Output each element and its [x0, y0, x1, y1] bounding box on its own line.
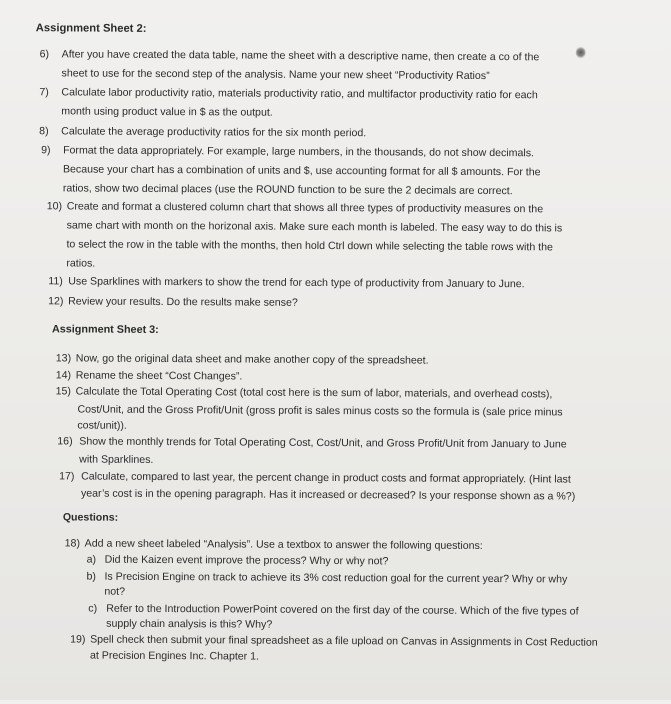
sub-item-line: not?	[104, 585, 126, 598]
item-line: sheet to use for the second step of the analysis. Name your new sheet “Productivity Ratios”	[61, 67, 490, 82]
sub-item-letter: a)	[86, 553, 97, 566]
item-number: 6)	[39, 48, 50, 61]
sheet3-heading: Assignment Sheet 3:	[51, 323, 159, 336]
item-line: Create and format a clustered column chart that shows all three types of productivity measures on the	[66, 200, 544, 216]
item-line: Spell check then submit your final spreadsheet as a file upload on Canvas in Assignments in Cost Reduction	[90, 633, 598, 649]
item-line: with Sparklines.	[79, 453, 154, 466]
item-line: cost/unit)).	[77, 419, 127, 432]
sheet2-heading: Assignment Sheet 2:	[35, 22, 147, 35]
item-line: Calculate labor productivity ratio, materials productivity ratio, and multifactor productivity ratio for each	[61, 86, 538, 102]
item-line: Format the data appropriately. For example, large numbers, in the thousands, do not show decimals.	[63, 144, 535, 160]
item-number: 17)	[59, 470, 75, 483]
item-line: month using product value in $ as the output.	[61, 105, 273, 119]
item-line: year’s cost is in the opening paragraph. Has it increased or decreased? Is your response shown as a %?)	[80, 487, 576, 503]
item-line: Rename the sheet “Cost Changes”.	[75, 369, 243, 383]
item-line: Because your chart has a combination of units and $, use accounting format for all $ amounts. For the	[62, 163, 541, 179]
item-number: 19)	[70, 633, 86, 646]
item-number: 13)	[55, 352, 72, 365]
sub-item-line: Did the Kaizen event improve the process? Why or why not?	[104, 553, 389, 568]
sub-item-letter: b)	[86, 570, 96, 583]
item-number: 10)	[46, 200, 63, 213]
item-line: ratios.	[66, 257, 96, 270]
item-number: 14)	[55, 369, 72, 382]
sub-item-line: supply chain analysis is this? Why?	[106, 617, 273, 631]
item-line: Use Sparklines with markers to show the trend for each type of productivity from January to June.	[68, 275, 525, 291]
item-number: 9)	[41, 144, 51, 157]
item-line: to select the row in the table with the months, then hold Ctrl down while selecting the table rows with the	[66, 238, 553, 254]
item-line: same chart with month on the horizonal axis. Make sure each month is labeled. The easy way to do this is	[66, 219, 563, 235]
sub-item-line: Refer to the Introduction PowerPoint covered on the first day of the course. Which of the five types of	[106, 602, 579, 618]
item-line: Calculate the Total Operating Cost (total cost here is the sum of labor, materials, and overhead costs),	[75, 385, 553, 401]
item-line: Now, go the original data sheet and make another copy of the spreadsheet.	[75, 352, 429, 367]
item-line: Calculate the average productivity ratios for the six month period.	[61, 125, 367, 140]
item-line: Show the monthly trends for Total Operating Cost, Cost/Unit, and Gross Profit/Unit from January to June	[79, 435, 567, 451]
item-number: 7)	[39, 86, 49, 99]
item-number: 15)	[55, 385, 71, 398]
item-number: 11)	[48, 275, 63, 288]
questions-heading: Questions:	[62, 511, 119, 524]
item-line: After you have created the data table, name the sheet with a descriptive name, then create a co of the	[61, 48, 540, 64]
sub-item-line: Is Precision Engine on track to achieve its 3% cost reduction goal for the current year? Why or why	[104, 570, 568, 586]
item-line: at Precision Engines Inc. Chapter 1.	[89, 649, 260, 663]
item-line: Cost/Unit, and the Gross Profit/Unit (gross profit is sales minus costs so the formula is (sale price minus	[77, 403, 563, 419]
item-number: 16)	[57, 435, 73, 448]
item-number: 8)	[39, 125, 49, 138]
item-line: Calculate, compared to last year, the percent change in product costs and format appropriately. (Hint last	[81, 470, 571, 486]
photo-smudge	[576, 47, 586, 59]
item-line: Add a new sheet labeled “Analysis”. Use a textbox to answer the following questions:	[84, 537, 483, 552]
item-line: ratios, show two decimal places (use the ROUND function to be sure the 2 decimals are correct.	[62, 182, 513, 198]
sub-item-letter: c)	[88, 602, 98, 615]
item-number: 12)	[48, 295, 64, 308]
item-number: 18)	[64, 537, 81, 550]
item-line: Review your results. Do the results make sense?	[68, 295, 298, 309]
